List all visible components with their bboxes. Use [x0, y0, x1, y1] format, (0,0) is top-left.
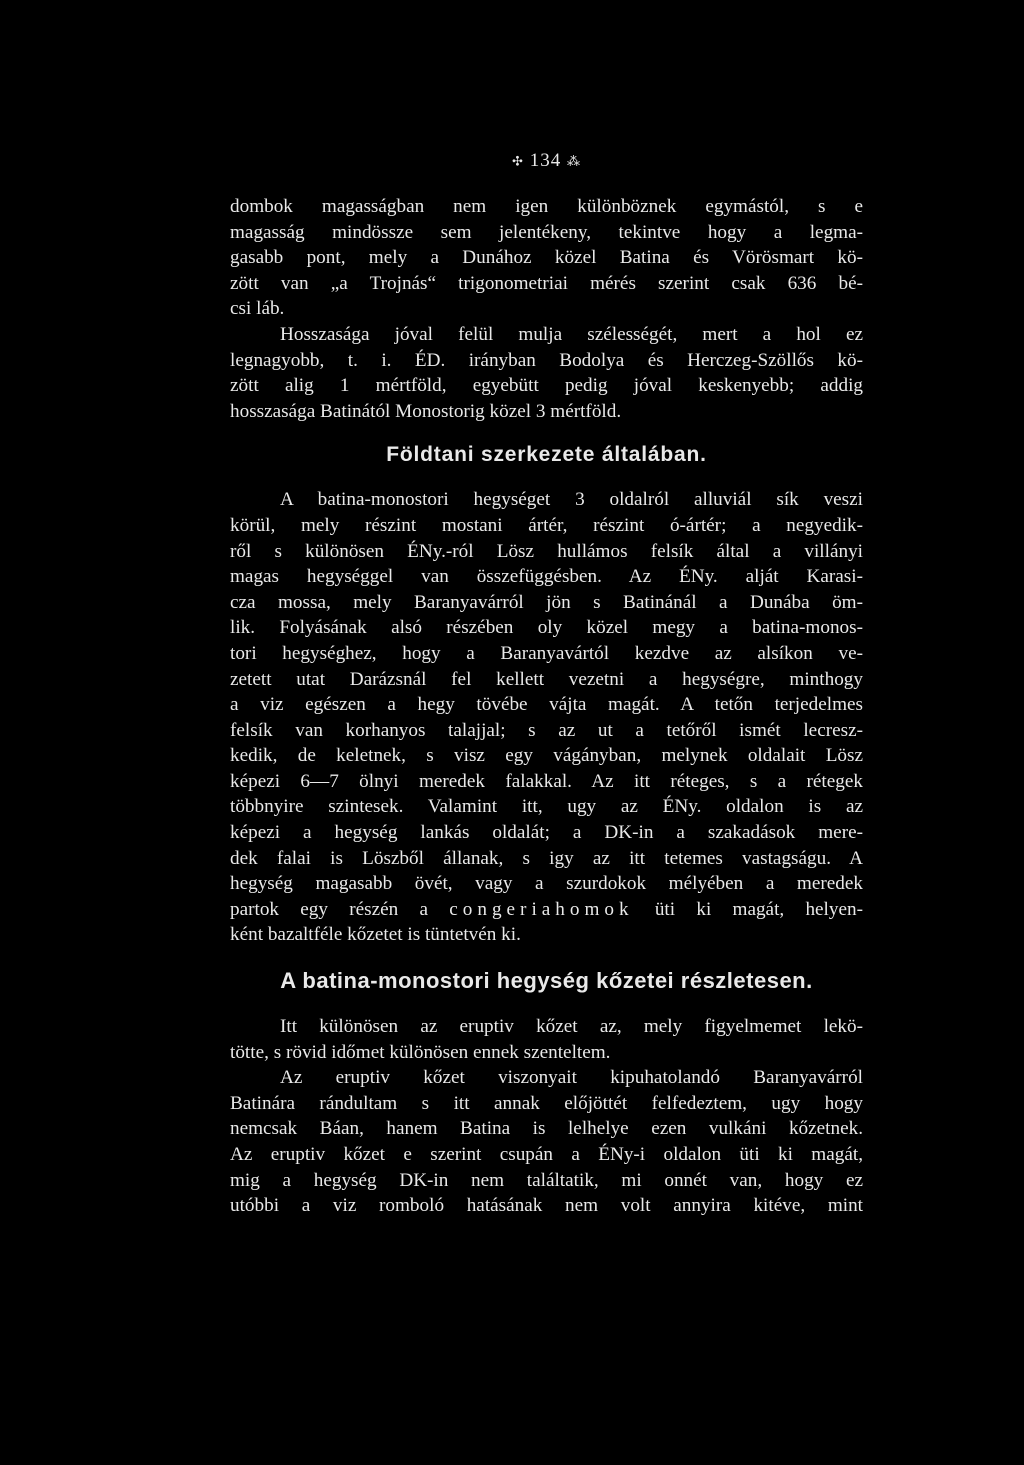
text-line: Az eruptiv kőzet e szerint csupán a ÉNy-i oldalon üti ki magát, — [230, 1144, 863, 1165]
text-line-congeria — [230, 897, 863, 923]
text-line: zött van „a Trojnás“ trigonometriai mérés szerint csak 636 bé- — [230, 272, 863, 294]
paragraph-length — [230, 322, 863, 424]
page-number: 134 — [529, 150, 562, 171]
text-line: gasabb pont, mely a Dunához közel Batina és Vörösmart kö- — [230, 247, 863, 269]
text-line: nemcsak Báan, hanem Batina is lelhelye ezen vulkáni kőzetnek. — [230, 1118, 863, 1140]
text-line: ről s különösen ÉNy.-ról Lösz hullámos felsík által a villányi — [230, 540, 863, 562]
section-heading-rocks: A batina-monostori hegység kőzetei részletesen. — [280, 968, 813, 994]
text-line: magas hegységgel van összefüggésben. Az ÉNy. alját Karasi- — [230, 566, 863, 588]
text-line: csi láb. — [230, 298, 285, 320]
paragraph-eruptive-details — [230, 1065, 863, 1219]
text-line: képezi 6—7 ölnyi meredek falakkal. Az itt réteges, s a rétegek — [230, 770, 863, 792]
text-line: lik. Folyásának alsó részében oly közel megy a batina-monos- — [230, 617, 863, 639]
text-line: Az eruptiv kőzet viszonyait kipuhatolandó Baranyavárról — [280, 1067, 863, 1089]
page-header — [230, 150, 863, 172]
text-line: legnagyobb, t. i. ÉD. irányban Bodolya és Herczeg-Szöllős kö- — [230, 349, 863, 371]
text-line: mig a hegység DK-in nem találtatik, mi onnét van, hogy ez — [230, 1169, 863, 1191]
text-line: cza mossa, mely Baranyavárról jön s Batinánál a Dunába öm- — [230, 591, 863, 613]
text-line: felsík van korhanyos talajjal; s az ut a tetőről ismét lecresz- — [230, 719, 863, 741]
text-line: képezi a hegység lankás oldalát; a DK-in a szakadások mere- — [230, 822, 863, 844]
text-line: dek falai is Löszből állanak, s igy az itt tetemes vastagságu. A — [230, 847, 863, 869]
text-fragment: üti ki magát, helyen- — [633, 898, 863, 920]
text-line: kedik, de keletnek, s visz egy vágányban, melynek oldalait Lösz — [230, 745, 863, 767]
text-line: A batina-monostori hegységet 3 oldalról alluviál sík veszi — [280, 489, 863, 511]
text-fragment: partok egy részén a — [230, 898, 450, 920]
ornament-right-icon: ⁂ — [566, 153, 581, 169]
text-line: tori hegységhez, hogy a Baranyavártól kezdve az alsíkon ve- — [230, 642, 863, 664]
ornament-left-icon: ✣ — [512, 153, 524, 169]
text-line: Batinára rándultam s itt annak előjöttét felfedeztem, ugy hogy — [230, 1092, 863, 1114]
paragraph-hill-heights — [230, 194, 863, 322]
paragraph-geology — [230, 487, 863, 948]
text-line: utóbbi a viz romboló hatásának nem volt annyira kitéve, mint — [230, 1195, 863, 1217]
page — [230, 150, 863, 1219]
text-line: zött alig 1 mértföld, egyebütt pedig jóval keskenyebb; addig — [230, 375, 863, 397]
text-line: Hosszasága jóval felül mulja szélességét, mert a hol ez — [280, 323, 863, 345]
paragraph-eruptive-intro — [230, 1014, 863, 1065]
text-line: dombok magasságban nem igen különböznek egymástól, s e — [230, 196, 863, 217]
text-line: hosszasága Batinától Monostorig közel 3 mértföld. — [230, 400, 622, 422]
text-line: tötte, s rövid időmet különösen ennek szenteltem. — [230, 1041, 611, 1063]
text-line: zetett utat Darázsnál fel kellett vezetni a hegységre, minthogy — [230, 668, 863, 690]
text-line: többnyire szintesek. Valamint itt, ugy az ÉNy. oldalon is az — [230, 796, 863, 818]
text-line: a viz egészen a hegy tövébe vájta magát. A tetőn terjedelmes — [230, 694, 863, 716]
text-line: ként bazaltféle kőzetet is tüntetvén ki. — [230, 924, 521, 946]
text-line: körül, mely részint mostani ártér, részint ó-ártér; a negyedik- — [230, 514, 863, 536]
spaced-term: congeriahomok — [449, 898, 634, 920]
text-line: Itt különösen az eruptiv kőzet az, mely figyelmemet lekö- — [280, 1016, 863, 1038]
text-line: magasság mindössze sem jelentékeny, tekintve hogy a legma- — [230, 221, 863, 243]
text-line: hegység magasabb övét, vagy a szurdokok mélyében a meredek — [230, 873, 863, 895]
section-heading-geology: Földtani szerkezete általában. — [386, 443, 707, 467]
